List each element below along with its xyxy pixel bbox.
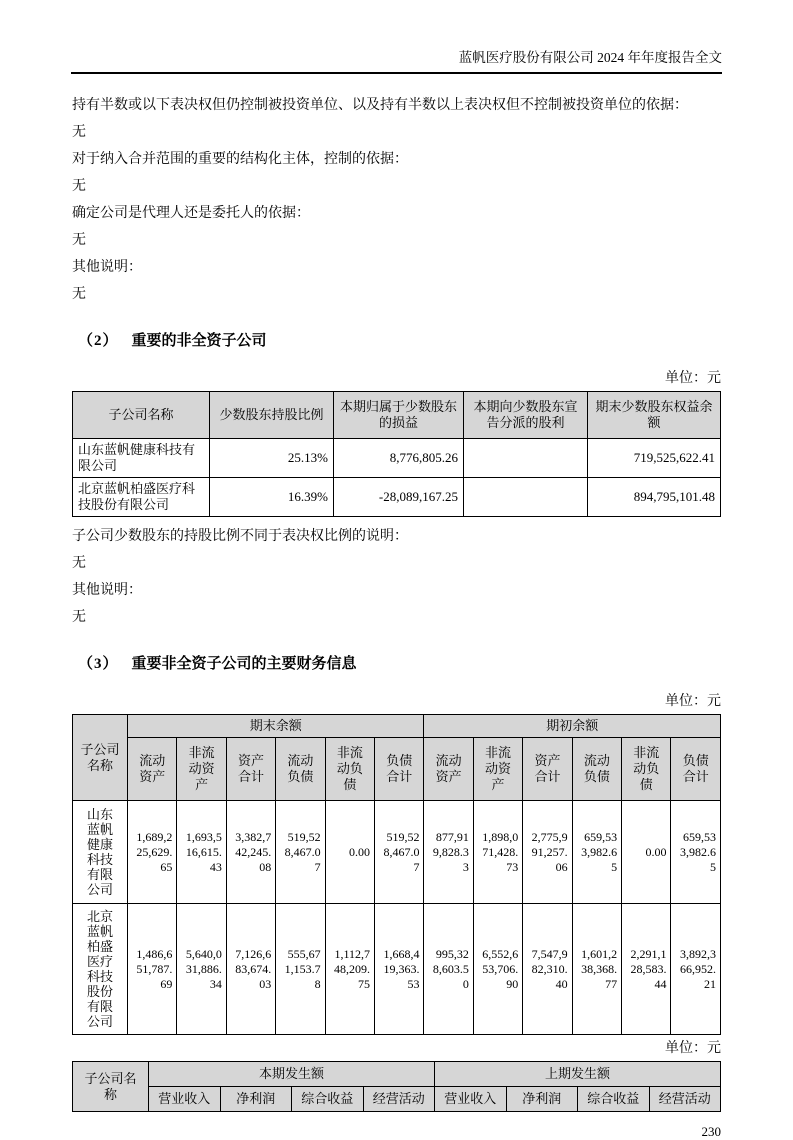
section-heading-3 <box>78 652 721 673</box>
numeric-cell: 1,898,071,428.73 <box>473 801 522 904</box>
numeric-cell <box>464 478 588 517</box>
numeric-cell: 3,382,742,245.08 <box>226 801 275 904</box>
question-text: 对于纳入合并范围的重要的结构化主体，控制的依据： <box>72 152 408 167</box>
group-header-ending-balance: 期末余额 <box>128 715 424 738</box>
numeric-cell: 3,892,366,952.21 <box>671 904 721 1035</box>
table-row <box>73 904 721 1035</box>
column-header-current-liabilities: 流动负债 <box>572 738 621 801</box>
financial-info-income-table <box>72 1061 721 1112</box>
numeric-cell: 877,919,828.33 <box>424 801 473 904</box>
column-header-current-liabilities: 流动负债 <box>276 738 325 801</box>
numeric-cell: 2,291,128,583.44 <box>622 904 671 1035</box>
company-name-cell: 山东蓝帆健康科技有限公司 <box>73 439 210 478</box>
numeric-cell: 519,528,467.07 <box>375 801 424 904</box>
column-header-comprehensive-income: 综合收益 <box>578 1087 650 1112</box>
column-header-comprehensive-income: 综合收益 <box>292 1087 364 1112</box>
column-header-net-profit: 净利润 <box>506 1087 578 1112</box>
column-header-noncurrent-liabilities: 非流动负债 <box>622 738 671 801</box>
table-subheader-row <box>73 738 721 801</box>
numeric-cell <box>464 439 588 478</box>
column-header-noncurrent-assets: 非流动资产 <box>177 738 226 801</box>
section-title: 重要的非全资子公司 <box>131 333 267 349</box>
answer-text: 无 <box>72 610 86 625</box>
column-header-minority-ratio: 少数股东持股比例 <box>210 392 334 439</box>
table-row <box>73 439 721 478</box>
numeric-cell: 1,668,419,363.53 <box>375 904 424 1035</box>
column-header-declared-dividend: 本期向少数股东宣告分派的股利 <box>464 392 588 439</box>
numeric-cell: 659,533,982.65 <box>671 801 721 904</box>
numeric-cell: 1,689,225,629.65 <box>128 801 177 904</box>
section2-notes <box>72 529 721 626</box>
report-header <box>71 0 722 74</box>
answer-text: 无 <box>72 556 86 571</box>
table-group-header-row <box>73 715 721 738</box>
numeric-cell: 555,671,153.78 <box>276 904 325 1035</box>
section-heading-2 <box>78 329 721 350</box>
numeric-cell: 8,776,805.26 <box>334 439 464 478</box>
numeric-cell: 519,528,467.07 <box>276 801 325 904</box>
page-number: 230 <box>701 1124 721 1139</box>
company-name-cell: 山东蓝帆健康科技有限公司 <box>73 801 128 904</box>
column-header-subsidiary-name: 子公司名称 <box>73 392 210 439</box>
numeric-cell: 719,525,622.41 <box>588 439 721 478</box>
report-title: 蓝帆医疗股份有限公司 2024 年年度报告全文 <box>458 50 722 65</box>
column-header-current-assets: 流动资产 <box>424 738 473 801</box>
column-header-minority-equity: 期末少数股东权益余额 <box>588 392 721 439</box>
column-header-operating-revenue: 营业收入 <box>435 1087 507 1112</box>
numeric-cell: 1,486,651,787.69 <box>128 904 177 1035</box>
numeric-cell: 995,328,603.50 <box>424 904 473 1035</box>
table-subheader-row <box>73 1087 721 1112</box>
section-title: 重要非全资子公司的主要财务信息 <box>131 656 357 672</box>
numeric-cell: 6,552,653,706.90 <box>473 904 522 1035</box>
numeric-cell: 7,547,982,310.40 <box>523 904 572 1035</box>
column-header-minority-profit: 本期归属于少数股东的损益 <box>334 392 464 439</box>
numeric-cell: -28,089,167.25 <box>334 478 464 517</box>
column-header-noncurrent-liabilities: 非流动负债 <box>325 738 374 801</box>
intro-paragraphs <box>72 98 721 303</box>
column-header-operating-activities: 经营活动 <box>649 1087 721 1112</box>
financial-info-balance-table <box>72 714 721 1035</box>
company-name-cell: 北京蓝帆柏盛医疗科技股份有限公司 <box>73 904 128 1035</box>
numeric-cell: 16.39% <box>210 478 334 517</box>
numeric-cell: 2,775,991,257.06 <box>523 801 572 904</box>
answer-text: 无 <box>72 125 86 140</box>
column-header-subsidiary-name: 子公司名称 <box>73 1062 149 1112</box>
group-header-current-period: 本期发生额 <box>149 1062 435 1087</box>
answer-text: 无 <box>72 179 86 194</box>
numeric-cell: 25.13% <box>210 439 334 478</box>
question-text: 子公司少数股东的持股比例不同于表决权比例的说明： <box>72 529 408 544</box>
unit-label: 单位：元 <box>665 694 721 709</box>
column-header-total-liabilities: 负债合计 <box>671 738 721 801</box>
table-group-header-row <box>73 1062 721 1087</box>
section-number: （2） <box>78 333 119 349</box>
group-header-prior-period: 上期发生额 <box>435 1062 721 1087</box>
question-text: 其他说明： <box>72 583 142 598</box>
numeric-cell: 1,693,516,615.43 <box>177 801 226 904</box>
numeric-cell: 7,126,683,674.03 <box>226 904 275 1035</box>
unit-label: 单位：元 <box>665 1041 721 1056</box>
unit-label: 单位：元 <box>665 371 721 386</box>
column-header-net-profit: 净利润 <box>220 1087 292 1112</box>
table-header-row <box>73 392 721 439</box>
column-header-subsidiary-name: 子公司名称 <box>73 715 128 801</box>
table-row <box>73 801 721 904</box>
minority-subsidiaries-table <box>72 391 721 517</box>
group-header-beginning-balance: 期初余额 <box>424 715 721 738</box>
column-header-operating-revenue: 营业收入 <box>149 1087 221 1112</box>
question-text: 确定公司是代理人还是委托人的依据： <box>72 206 310 221</box>
question-text: 持有半数或以下表决权但仍控制被投资单位、以及持有半数以上表决权但不控制被投资单位的依据： <box>72 98 688 113</box>
column-header-noncurrent-assets: 非流动资产 <box>473 738 522 801</box>
numeric-cell: 1,112,748,209.75 <box>325 904 374 1035</box>
numeric-cell: 0.00 <box>622 801 671 904</box>
column-header-total-assets: 资产合计 <box>226 738 275 801</box>
column-header-current-assets: 流动资产 <box>128 738 177 801</box>
section-number: （3） <box>78 656 119 672</box>
table-row <box>73 478 721 517</box>
numeric-cell: 659,533,982.65 <box>572 801 621 904</box>
numeric-cell: 5,640,031,886.34 <box>177 904 226 1035</box>
numeric-cell: 1,601,238,368.77 <box>572 904 621 1035</box>
column-header-operating-activities: 经营活动 <box>363 1087 435 1112</box>
column-header-total-liabilities: 负债合计 <box>375 738 424 801</box>
answer-text: 无 <box>72 233 86 248</box>
numeric-cell: 894,795,101.48 <box>588 478 721 517</box>
company-name-cell: 北京蓝帆柏盛医疗科技股份有限公司 <box>73 478 210 517</box>
numeric-cell: 0.00 <box>325 801 374 904</box>
column-header-total-assets: 资产合计 <box>523 738 572 801</box>
question-text: 其他说明： <box>72 260 142 275</box>
answer-text: 无 <box>72 287 86 302</box>
